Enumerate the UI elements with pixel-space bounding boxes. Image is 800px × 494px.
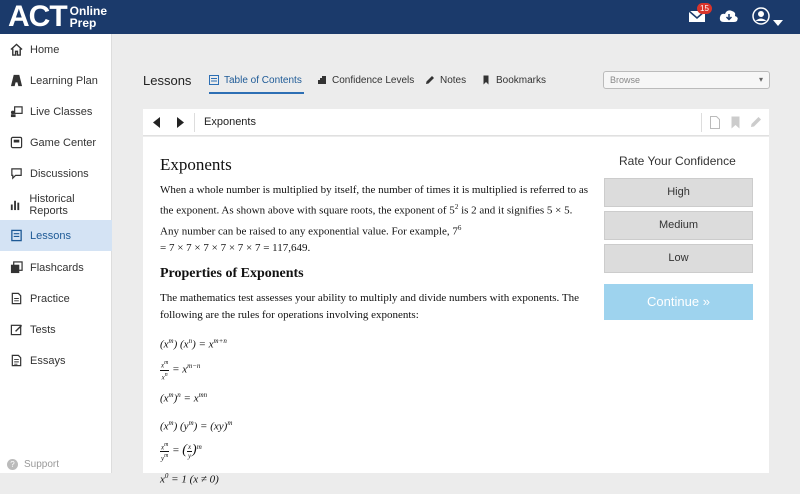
chevron-down-icon[interactable] xyxy=(773,13,783,31)
sidebar-item-historical-reports[interactable] xyxy=(0,189,112,220)
breadcrumb: Exponents xyxy=(204,116,256,128)
bookmark-icon[interactable] xyxy=(731,116,740,129)
sidebar-item-label: Discussions xyxy=(30,167,89,180)
section-heading: Properties of Exponents xyxy=(160,266,304,282)
tab-label: Bookmarks xyxy=(496,74,547,86)
lesson-paragraph-2: The mathematics test assesses your ability to multiply and divide numbers with exponents. The following are the rules for operations involving exponents: xyxy=(160,292,579,322)
sidebar-item-label: Learning Plan xyxy=(30,74,98,87)
rule-zero-exponent: $x^0 = 1$ (x ≠ 0) xyxy=(160,472,219,486)
browse-placeholder: Browse xyxy=(610,75,641,85)
page-title: Lessons xyxy=(143,73,192,88)
sidebar-item-label: Historical Reports xyxy=(29,192,75,217)
support-label: Support xyxy=(24,459,60,470)
user-avatar-icon[interactable] xyxy=(752,7,770,30)
logo-act-text: ACT xyxy=(8,0,67,33)
tab-label: Confidence Levels xyxy=(332,74,415,86)
tab-table-of-contents[interactable] xyxy=(209,73,302,87)
sidebar-item-lessons[interactable] xyxy=(0,220,112,251)
live-class-icon xyxy=(9,105,23,119)
sidebar-item-practice[interactable] xyxy=(0,283,112,314)
sidebar-item-label: Game Center xyxy=(30,136,97,149)
lesson-heading: Exponents xyxy=(160,155,232,174)
sidebar-item-label: Lessons xyxy=(30,229,71,242)
lessons-icon xyxy=(9,229,23,243)
essays-icon xyxy=(9,354,23,368)
lesson-card xyxy=(143,137,769,486)
road-icon xyxy=(9,74,23,88)
sidebar xyxy=(0,34,112,473)
browse-select[interactable] xyxy=(603,71,770,89)
sidebar-item-essays[interactable] xyxy=(0,345,112,376)
home-icon xyxy=(9,43,23,57)
mail-count-badge: 15 xyxy=(697,3,712,14)
pencil-icon xyxy=(425,75,435,85)
logo-sub-line1: Online xyxy=(69,4,107,18)
lesson-paragraph-1: When a whole number is multiplied by itself, the number of times it is multiplied is referred to as the exponent. As shown above with square roots, the exponent of $5^2$ is 2 and it signifies 5 × 5. Any number can be raised to any exponential value. For example, $7^6$ = 7 × 7 × 7 × 7 × 7 × 7 = 117,649. xyxy=(160,184,588,255)
bookmark-icon xyxy=(481,75,491,85)
pencil-icon[interactable] xyxy=(750,116,762,128)
confidence-icon xyxy=(317,75,327,85)
tab-notes[interactable] xyxy=(425,73,466,87)
confidence-title: Rate Your Confidence xyxy=(619,154,736,168)
lesson-nav-bar xyxy=(143,109,769,136)
logo-sub-line2: Prep xyxy=(69,16,97,30)
sidebar-item-flashcards[interactable] xyxy=(0,252,112,283)
rule-product-power: $(x^m) (y^m) = (xy)^m$ xyxy=(160,418,233,433)
practice-icon xyxy=(9,292,23,306)
rule-product: $(x^m) (x^n) = x^{m+n}$ xyxy=(160,337,227,351)
tab-confidence-levels[interactable] xyxy=(317,73,414,87)
bar-chart-icon xyxy=(9,198,22,212)
document-icon[interactable] xyxy=(710,116,720,129)
sidebar-item-label: Live Classes xyxy=(30,105,93,118)
continue-button[interactable]: Continue » xyxy=(604,284,753,320)
discussion-icon xyxy=(9,167,23,181)
confidence-medium-button[interactable]: Medium xyxy=(604,211,753,240)
tab-bookmarks[interactable] xyxy=(481,73,546,87)
next-arrow-icon[interactable] xyxy=(176,117,184,128)
rule-power: $(x^m)^n = x^{mn}$ xyxy=(160,390,208,405)
tests-icon xyxy=(9,323,23,337)
help-icon: ? xyxy=(7,459,18,470)
sidebar-item-game-center[interactable] xyxy=(0,127,112,158)
rule-quotient: $\frac{x^m}{x^n}$ = $x^{m-n}$ xyxy=(161,360,201,381)
sidebar-item-tests[interactable] xyxy=(0,314,112,345)
sidebar-item-discussions[interactable] xyxy=(0,158,112,189)
sidebar-item-label: Tests xyxy=(30,323,56,336)
top-bar xyxy=(0,0,800,34)
cloud-download-icon[interactable] xyxy=(719,7,739,30)
sidebar-item-label: Essays xyxy=(30,354,66,367)
tab-label: Notes xyxy=(440,74,467,86)
confidence-low-button[interactable]: Low xyxy=(604,244,753,273)
sidebar-item-learning-plan[interactable] xyxy=(0,65,112,96)
support-link[interactable] xyxy=(7,459,59,470)
sidebar-item-label: Practice xyxy=(30,292,70,305)
sidebar-item-label: Flashcards xyxy=(30,261,84,274)
flashcards-icon xyxy=(9,261,23,275)
active-tab-indicator xyxy=(209,92,304,94)
sidebar-item-live-classes[interactable] xyxy=(0,96,112,127)
confidence-high-button[interactable]: High xyxy=(604,178,753,207)
sidebar-item-label: Home xyxy=(30,43,60,56)
game-icon xyxy=(9,136,23,150)
tab-label: Table of Contents xyxy=(224,74,302,86)
select-arrows-icon: ▾ xyxy=(758,75,763,84)
lesson-content xyxy=(160,155,590,494)
sidebar-item-home[interactable] xyxy=(0,34,112,65)
prev-arrow-icon[interactable] xyxy=(153,117,161,128)
act-logo[interactable] xyxy=(8,2,107,32)
list-icon xyxy=(209,75,219,85)
rule-quotient-power: $\frac{x^m}{y^m}$ = ( $\frac{x}{y}$ )$^m$ xyxy=(161,441,202,463)
